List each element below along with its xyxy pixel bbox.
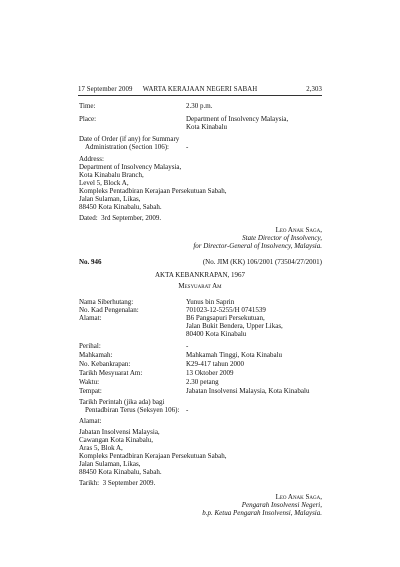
signer-title: b.p. Ketua Pengarah Insolvensi, Malaysia. [202, 509, 322, 517]
address-line: Jalan Sulaman, Likas, [79, 195, 141, 203]
signer-name: Leo Anak Saga, [275, 226, 322, 234]
field-value: B6 Pangsapuri Persekutuan, [186, 314, 265, 322]
field-value: - [186, 342, 189, 350]
notice-reference: (No. JIM (KK) 106/2001 (73504/27/2001) [202, 258, 322, 266]
address-line: Department of Insolvency Malaysia, [79, 163, 182, 171]
field-label: No. Kad Pengenalan: [79, 306, 139, 314]
address-line: Kompleks Pentadbiran Kerajaan Persekutuan Sabah, [79, 187, 227, 195]
field-value: 13 Oktober 2009 [186, 369, 234, 377]
field-value: 701023-12-5255/H 0741539 [186, 306, 266, 314]
time-value: 2.30 p.m. [186, 102, 213, 110]
address-line: Cawangan Kota Kinabalu, [79, 436, 154, 444]
field-value: Jabatan Insolvensi Malaysia, Kota Kinabalu [186, 387, 310, 395]
field-label: Nama Siberhutang: [79, 298, 134, 306]
field-label: Alamat: [79, 314, 102, 322]
order-label: Administration (Section 106): [85, 143, 169, 151]
header-page-number: 2,303 [306, 86, 322, 93]
address-line: Jalan Sulaman, Likas, [79, 460, 141, 468]
field-value: K29-417 tahun 2000 [186, 360, 244, 368]
header-gazette-title: WARTA KERAJAAN NEGERI SABAH [142, 86, 258, 93]
address-label: Alamat: [79, 417, 102, 425]
field-label: Tarikh Mesyuarat Am: [79, 369, 143, 377]
signer-title: Pengarah Insolvensi Negeri, [241, 501, 322, 509]
place-line: Kota Kinabalu [186, 123, 228, 131]
address-line: Kompleks Pentadbiran Kerajaan Persekutuan Sabah, [79, 452, 227, 460]
notice-number: No. 946 [79, 258, 102, 266]
order-label: Date of Order (if any) for Summary [79, 135, 180, 143]
address-label: Address: [79, 155, 104, 163]
address-line: Jabatan Insolvensi Malaysia, [79, 428, 160, 436]
field-label: Tempat: [79, 387, 102, 395]
notice-subtitle: Mesyuarat Am [178, 282, 222, 290]
field-label: Mahkamah: [79, 351, 113, 359]
dated-line: Dated: 3rd September, 2009. [79, 214, 162, 222]
act-title: AKTA KEBANKRAPAN, 1967 [155, 271, 245, 279]
dated-line: Tarikh: 3 September 2009. [79, 479, 156, 487]
place-label: Place: [79, 115, 97, 123]
header-date: 17 September 2009 [78, 86, 133, 93]
field-value: 2.30 petang [186, 378, 219, 386]
signer-name: Leo Anak Saga, [275, 493, 322, 501]
address-line: 88450 Kota Kinabalu, Sabah. [79, 468, 162, 476]
order-label: Pentadbiran Terus (Seksyen 106): [85, 406, 180, 414]
address-line: Aras 5, Blok A, [79, 444, 123, 452]
field-label: No. Kebankrapan: [79, 360, 131, 368]
order-label: Tarikh Perintah (jika ada) bagi [79, 398, 165, 406]
field-value: Yunus bin Saprin [186, 298, 235, 306]
address-line: 88450 Kota Kinabalu, Sabah. [79, 203, 162, 211]
header-rule [78, 95, 322, 96]
address-line: Kota Kinabalu Branch, [79, 171, 144, 179]
field-value: Mahkamah Tinggi, Kota Kinabalu [186, 351, 283, 359]
signer-title: for Director-General of Insolvency, Malaysia. [193, 242, 322, 250]
field-label: Perihal: [79, 342, 101, 350]
time-label: Time: [79, 102, 96, 110]
address-line: Level 5, Block A, [79, 179, 129, 187]
field-label: Waktu: [79, 378, 100, 386]
signer-title: State Director of Insolvency, [242, 234, 322, 242]
order-value: - [186, 143, 189, 151]
place-line: Department of Insolvency Malaysia, [186, 115, 289, 123]
field-value: Jalan Bukit Bendera, Upper Likas, [186, 322, 283, 330]
field-value: 80400 Kota Kinabalu [186, 330, 247, 338]
order-value: - [186, 406, 189, 414]
